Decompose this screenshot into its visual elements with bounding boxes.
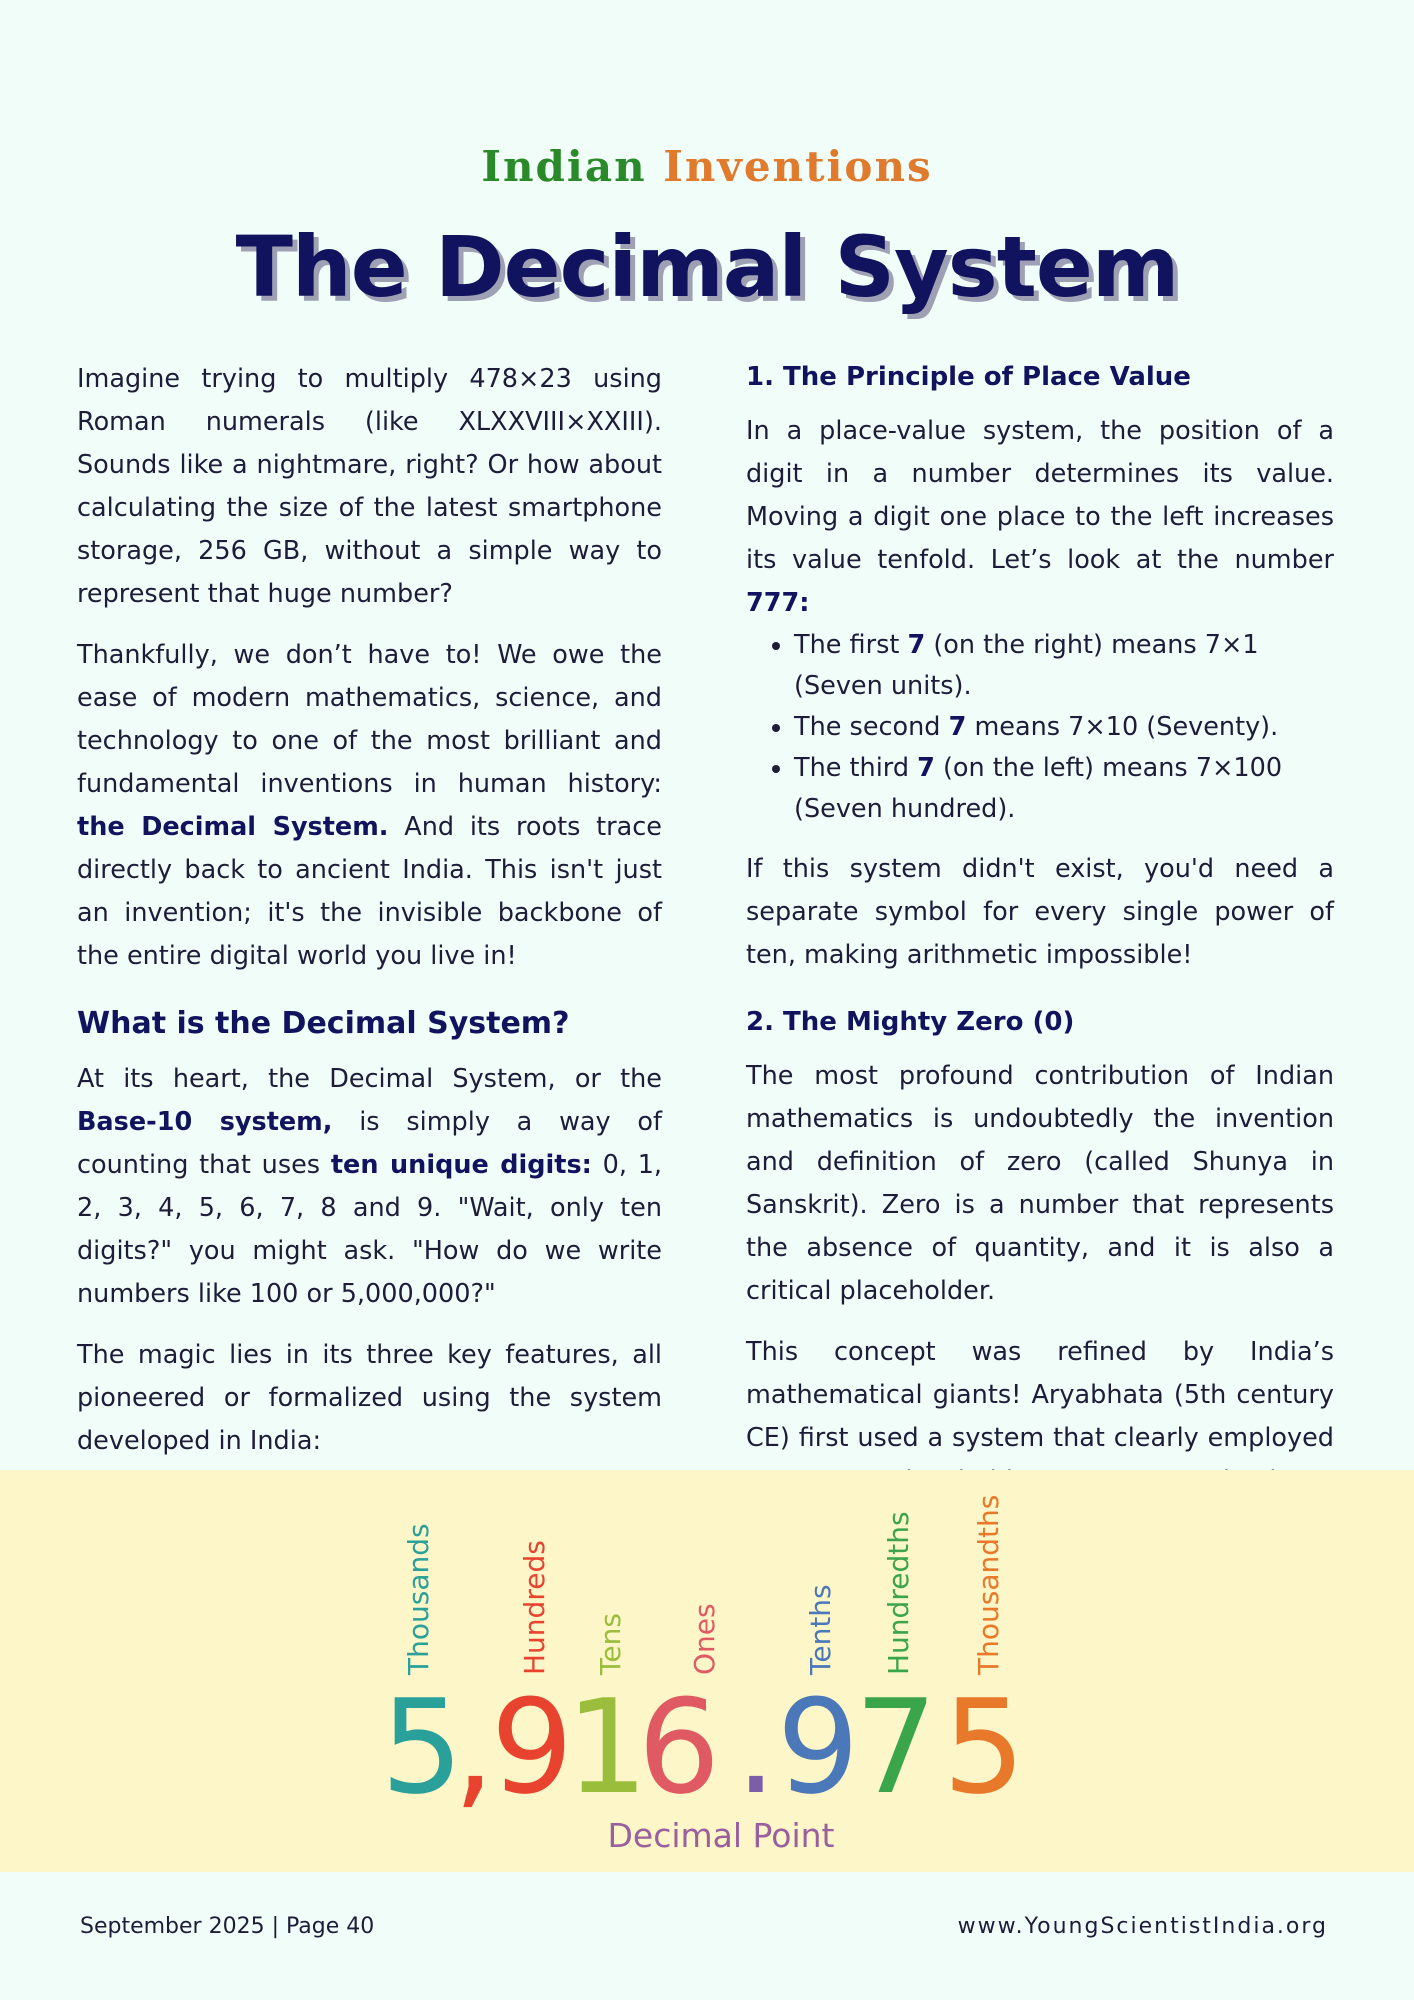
list-item: • The second 7 means 7×10 (Seventy). [794, 707, 1334, 748]
place-value-graphic-band [0, 1470, 1414, 1872]
place-digit: . [735, 1671, 777, 1823]
place-digits [381, 1671, 1026, 1823]
number-777: 777: [746, 588, 810, 618]
base10-text-a: At its heart, the Decimal System, or the [77, 1064, 662, 1094]
base10-text-b: is simply a way of counting that uses [77, 1107, 662, 1180]
place-value-heading: 1. The Principle of Place Value [746, 362, 1191, 392]
left-column [77, 358, 662, 1481]
place-value-text: In a place-value system, the position of a digit in a number determines its value. Moving a digit one place to the left increases its value tenfold. Let’s look at the number [746, 416, 1334, 575]
roots-paragraph [77, 634, 662, 978]
place-value-list [746, 625, 1334, 830]
kicker-word-inventions: Inventions [663, 142, 933, 191]
ten-digits-emphasis: ten unique digits: [330, 1150, 592, 1180]
place-digit: 5 [380, 1671, 464, 1823]
section-kicker [0, 142, 1414, 191]
right-column [746, 358, 1334, 1564]
no-system-paragraph: If this system didn't exist, you'd need a separate symbol for every single power of ten, making arithmetic impossible! [746, 854, 1334, 970]
footer-date-page: September 2025 | Page 40 [80, 1914, 375, 1939]
kicker-word-indian: Indian [481, 142, 647, 191]
mighty-zero-heading: 2. The Mighty Zero (0) [746, 1007, 1075, 1037]
place-digit: 9 [490, 1671, 574, 1823]
list-item: • The third 7 (on the left) means 7×100 (Seven hundred). [794, 748, 1334, 830]
place-digit: , [453, 1671, 495, 1823]
place-label: Ones [688, 1603, 721, 1675]
zero-paragraph: The most profound contribution of Indian mathematics is undoubtedly the invention and definition of zero (called Shunya in Sanskrit). Zero is a number that represents the absence of quantity, and it is also a critical placeholder. [746, 1061, 1334, 1306]
place-label: Thousandths [972, 1494, 1005, 1675]
decimal-system-emphasis: the Decimal System. [77, 812, 389, 842]
base10-paragraph [77, 1058, 662, 1316]
aryabhata-paragraph: This concept was refined by India’s mathematical giants! Aryabhata (5th century CE) first used a system that clearly employed [746, 1337, 1334, 1453]
roots-text: Thankfully, we don’t have to! We owe the ease of modern mathematics, science, and technology to one of the most brilliant and fundamental inventions in human history: [77, 640, 662, 799]
features-paragraph: The magic lies in its three key features, all pioneered or formalized using the system developed in India: [77, 1340, 662, 1456]
roots-tail: And its roots trace directly back to ancient India. This isn't just an invention; it's the invisible backbone of the entire digital world you live in! [77, 812, 662, 971]
place-label: Tenths [804, 1584, 837, 1675]
place-label: Hundredths [882, 1511, 915, 1675]
place-digit: 9 [776, 1671, 860, 1823]
place-labels [402, 1495, 1005, 1676]
page-title: The Decimal System [235, 218, 1179, 316]
place-label: Thousands [402, 1523, 435, 1675]
place-digit: 5 [942, 1671, 1026, 1823]
list-item: • The first 7 (on the right) means 7×1 (Seven units). [794, 625, 1334, 707]
place-digit: 7 [854, 1671, 938, 1823]
base10-emphasis: Base-10 system, [77, 1107, 333, 1137]
place-digit: 1 [565, 1671, 649, 1823]
what-is-heading: What is the Decimal System? [77, 1006, 570, 1041]
base10-text-c: 0, 1, 2, 3, 4, 5, 6, 7, 8 and 9. "Wait, only ten digits?" you might ask. "How do we write numbers like 100 or 5,000,000?" [77, 1150, 663, 1309]
intro-paragraph: Imagine trying to multiply 478×23 using Roman numerals (like XLXXVIII×XXIII). Sounds like a nightmare, right? Or how about calculating the size of the latest smartphone storage, 256 GB, without a simple way to represent that huge number? [77, 364, 662, 609]
place-label: Tens [594, 1613, 627, 1675]
place-digit: 6 [637, 1671, 721, 1823]
footer-website[interactable]: www.YoungScientistIndia.org [957, 1914, 1328, 1939]
place-value-paragraph [746, 410, 1334, 625]
decimal-point-label: Decimal Point [607, 1816, 835, 1855]
place-value-graphic [0, 1470, 1414, 1872]
place-label: Hundreds [518, 1540, 551, 1675]
